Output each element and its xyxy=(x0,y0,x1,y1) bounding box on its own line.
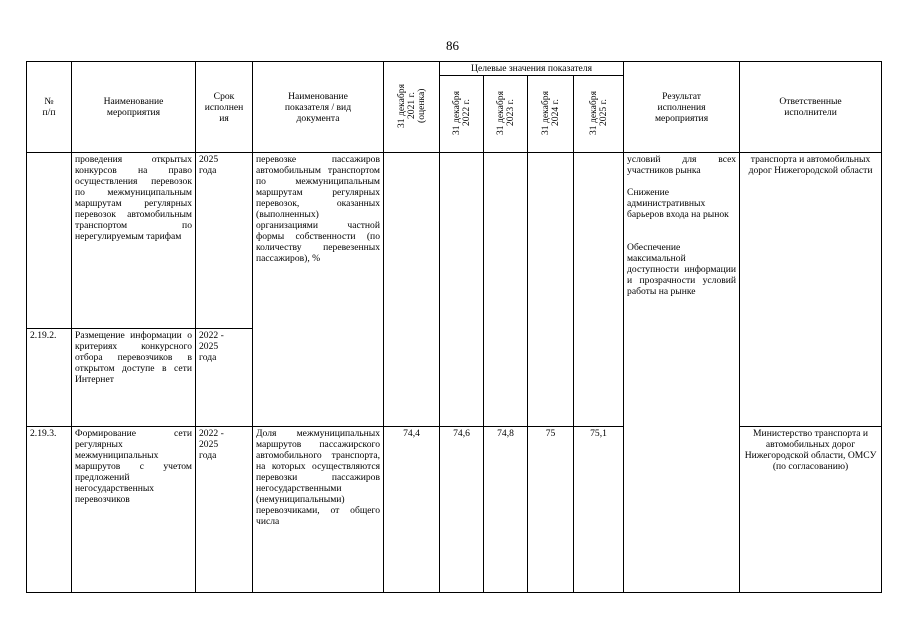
header-2021: 31 декабря 2021 г. (оценка) xyxy=(384,62,440,153)
cell-term: 2025 года xyxy=(196,153,253,329)
cell-indicator: перевозке пассажиров автомобильным транспортом по межмуниципальным маршрутам регулярных перевозок, оказанных (выполненных) организациями частной формы собственности (по количеству перевезенных пассажиров), % xyxy=(253,153,384,427)
page-number: 86 xyxy=(446,38,459,53)
header-2022: 31 декабря 2022 г. xyxy=(440,76,484,153)
cell-num: 2.19.3. xyxy=(27,427,72,593)
cell-result: условий для всех участников рынка Снижение административных барьеров входа на рынок Обеспечение максимальной доступности информации и прозрачности условий работы на рынке xyxy=(624,153,740,593)
header-indicator: Наименование показателя / вид документа xyxy=(253,62,384,153)
header-2024: 31 декабря 2024 г. xyxy=(528,76,574,153)
cell-measure: Формирование сети регулярных межмуниципальных маршрутов с учетом предложений негосударственных перевозчиков xyxy=(72,427,196,593)
cell-2024 xyxy=(528,153,574,427)
cell-measure: проведения открытых конкурсов на право осуществления перевозок по межмуниципальным маршрутам регулярных перевозок автомобильным транспортом по нерегулируемым тарифам xyxy=(72,153,196,329)
header-2025: 31 декабря 2025 г. xyxy=(574,76,624,153)
cell-2021 xyxy=(384,153,440,427)
cell-num: 2.19.2. xyxy=(27,329,72,427)
header-term: Срок исполнен ия xyxy=(196,62,253,153)
header-targets-group: Целевые значения показателя xyxy=(440,62,624,76)
header-responsible: Ответственные исполнители xyxy=(740,62,882,153)
cell-2021: 74,4 xyxy=(384,427,440,593)
cell-measure: Размещение информации о критериях конкурсного отбора перевозчиков в открытом доступе в сети Интернет xyxy=(72,329,196,427)
table-row xyxy=(27,153,882,329)
cell-term: 2022 - 2025 года xyxy=(196,427,253,593)
cell-responsible: Министерство транспорта и автомобильных дорог Нижегородской области, ОМСУ (по согласованию) xyxy=(740,427,882,593)
cell-responsible: транспорта и автомобильных дорог Нижегородской области xyxy=(740,153,882,427)
cell-term: 2022 - 2025 года xyxy=(196,329,253,427)
table-row xyxy=(27,427,882,593)
cell-indicator: Доля межмуниципальных маршрутов пассажирского автомобильного транспорта, на которых осуществляются перевозки пассажиров негосударственными (немуниципальными) перевозчиками, от общего числа xyxy=(253,427,384,593)
cell-2025 xyxy=(574,153,624,427)
header-2023: 31 декабря 2023 г. xyxy=(484,76,528,153)
header-result: Результат исполнения мероприятия xyxy=(624,62,740,153)
cell-2022 xyxy=(440,153,484,427)
cell-2025: 75,1 xyxy=(574,427,624,593)
cell-num xyxy=(27,153,72,329)
cell-2023: 74,8 xyxy=(484,427,528,593)
measures-table xyxy=(26,61,882,593)
header-num: № п/п xyxy=(27,62,72,153)
cell-2022: 74,6 xyxy=(440,427,484,593)
header-measure: Наименование мероприятия xyxy=(72,62,196,153)
cell-2023 xyxy=(484,153,528,427)
cell-2024: 75 xyxy=(528,427,574,593)
